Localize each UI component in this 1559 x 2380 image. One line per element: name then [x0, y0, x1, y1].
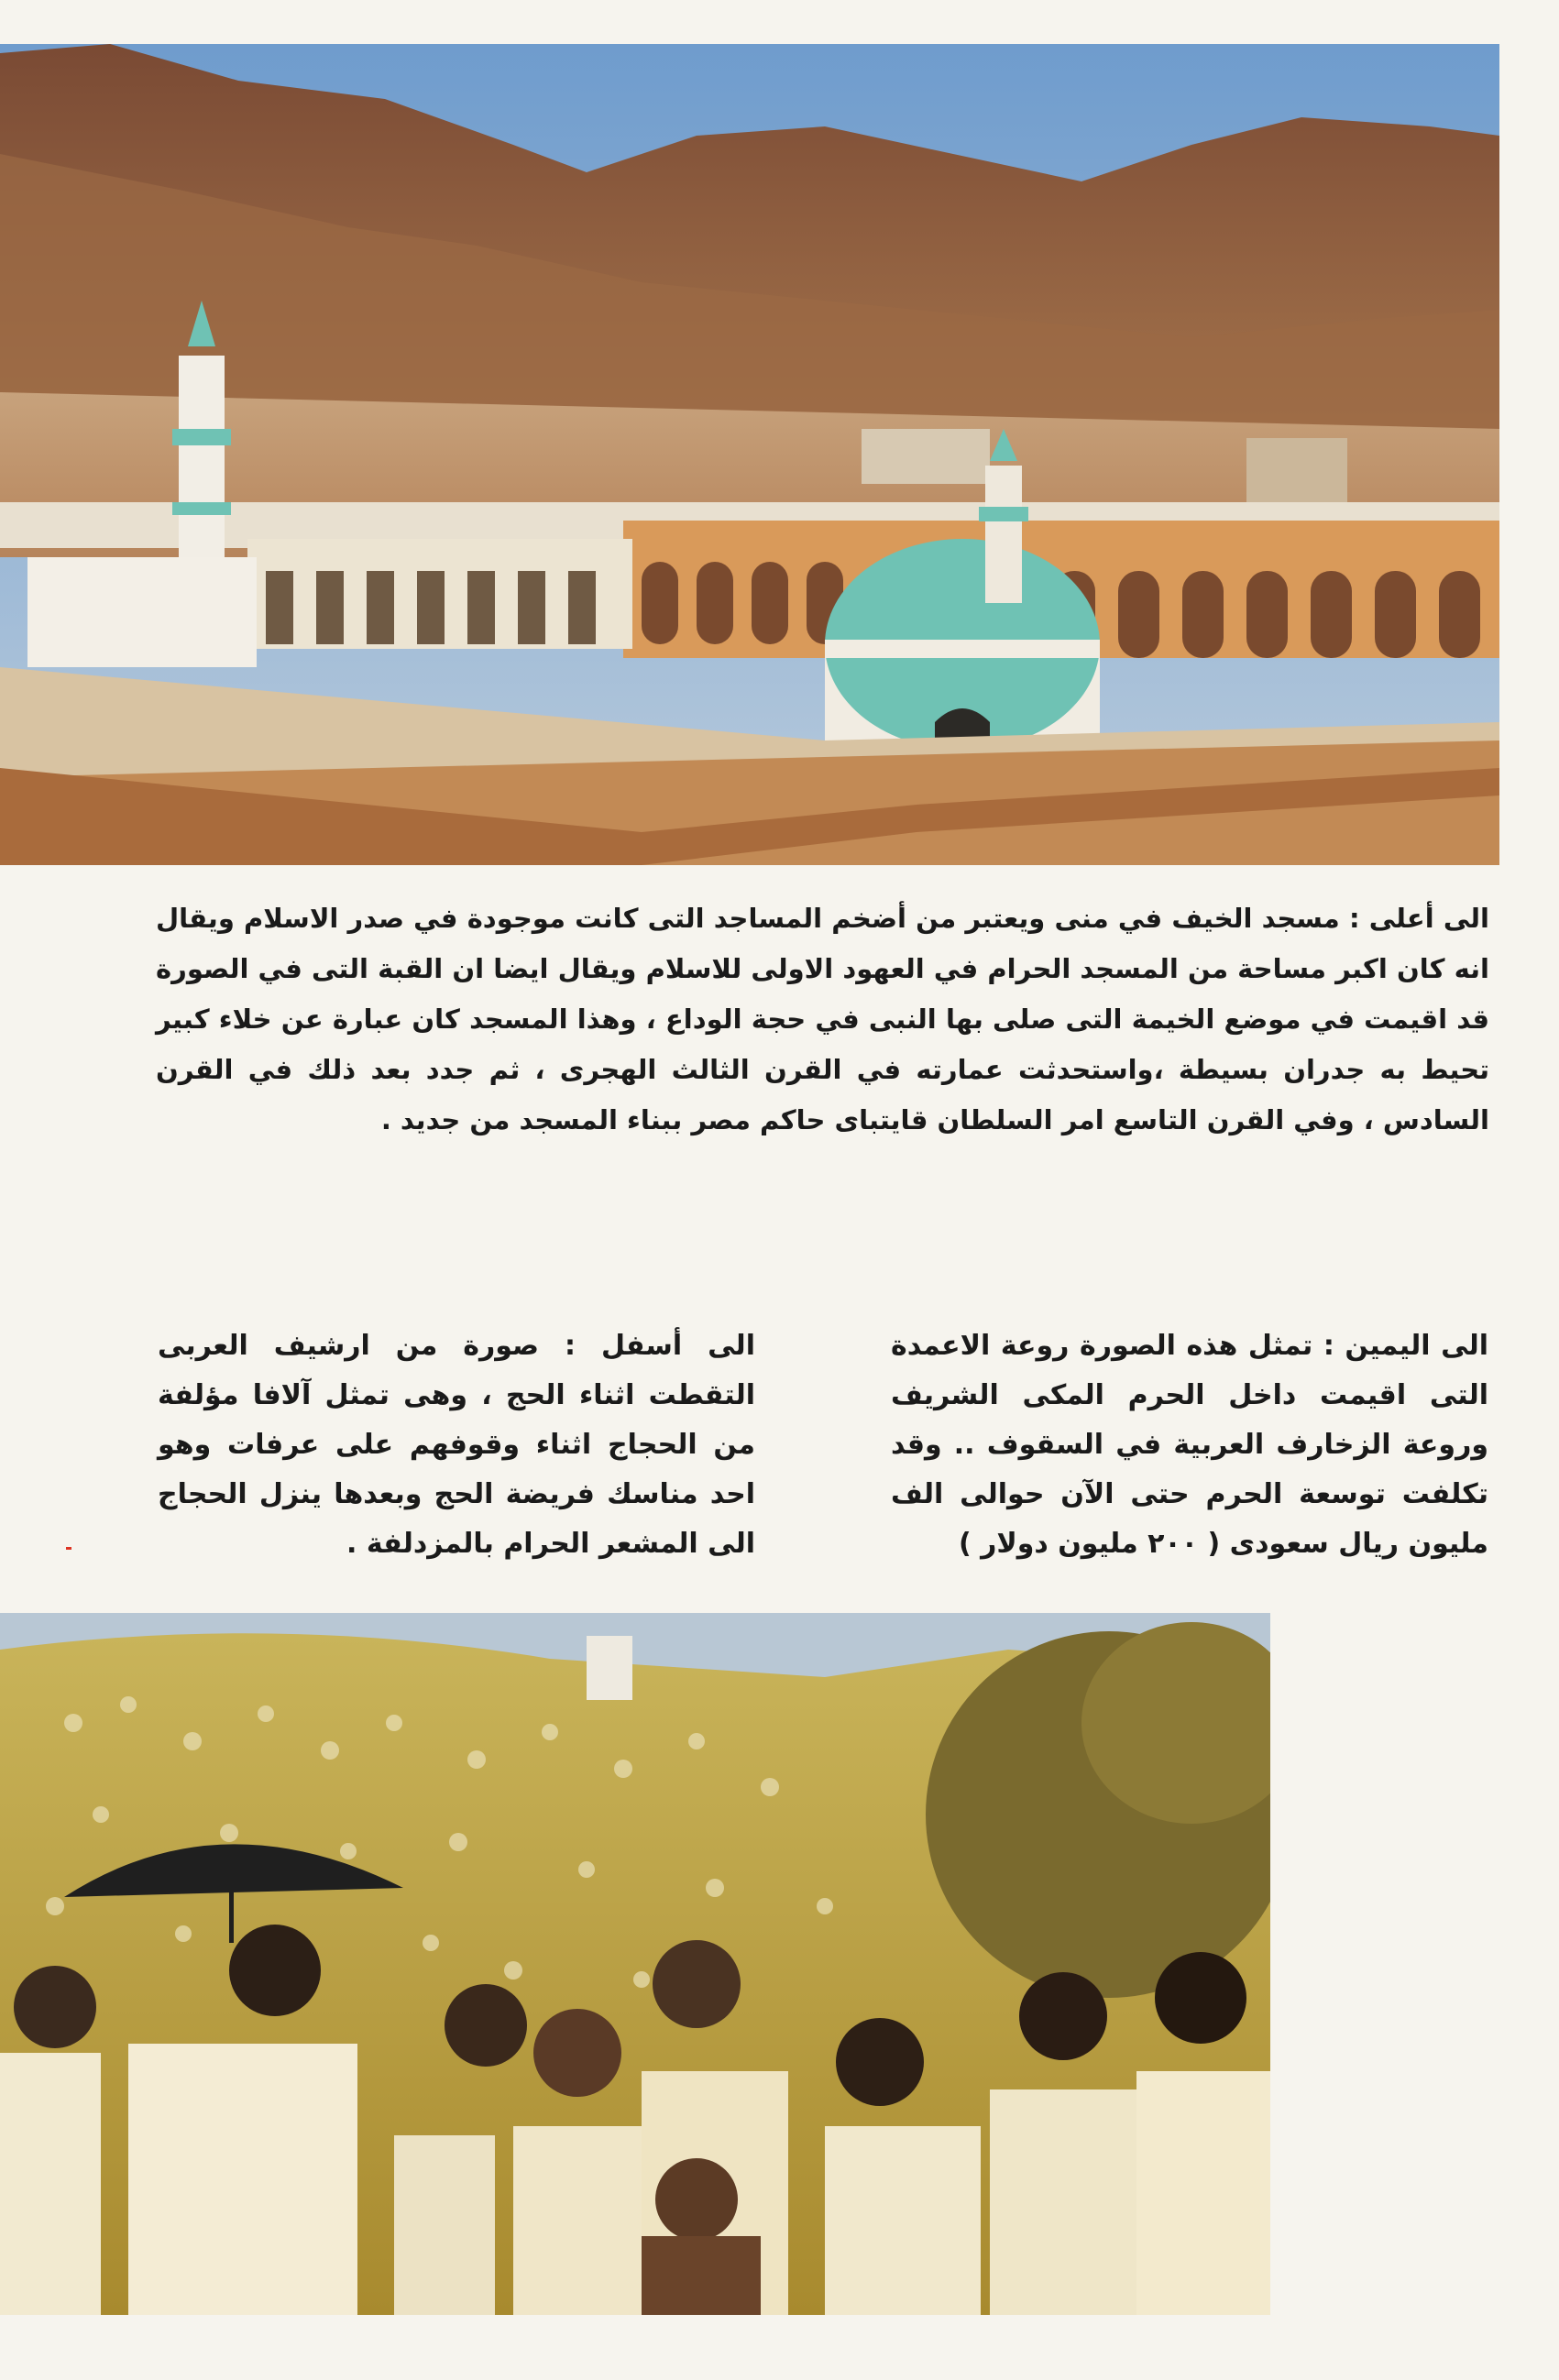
caption-top-lead: الى أعلى :	[1348, 903, 1489, 934]
photo-arafat-pilgrims	[0, 1613, 1270, 2315]
caption-left	[158, 1322, 755, 1569]
caption-left-text: صورة من ارشيف العربى التقطت اثناء الحج ، وهى تمثل آلافا مؤلفة من الحجاج اثناء وقوفهم على عرفات وهو احد مناسك فريضة الحج وبعدها ينزل الحجاج الى المشعر الحرام بالمزدلفة .	[158, 1330, 755, 1560]
caption-right-text: تمثل هذه الصورة روعة الاعمدة التى اقيمت داخل الحرم المكى الشريف وروعة الزخارف العربية في السقوف .. وقد تكلفت توسعة الحرم حتى الآن حوالى الف مليون ريال سعودى ( ٢٠٠ مليون دولار )	[891, 1330, 1488, 1560]
photo-khaif-mosque	[0, 44, 1499, 865]
arafat-pilgrims-image	[0, 1613, 1270, 2315]
print-mark	[66, 1547, 71, 1550]
caption-top	[156, 894, 1489, 1146]
caption-right	[891, 1322, 1488, 1569]
khaif-mosque-image	[0, 44, 1499, 865]
caption-top-text: مسجد الخيف في منى ويعتبر من أضخم المساجد التى كانت موجودة في صدر الاسلام ويقال انه كان اكبر مساحة من المسجد الحرام في العهود الاولى للاسلام ويقال ايضا ان القبة التى في الصورة قد اقيمت في موضع الخيمة التى صلى بها النبى في حجة الوداع ، وهذا المسجد كان عبارة عن خلاء كبير تحيط به جدران بسيطة ،واستحدثت عمارته في القرن الثالث الهجرى ، ثم جدد بعد ذلك في القرن السادس ، وفي القرن التاسع امر السلطان قايتباى حاكم مصر ببناء المسجد من جديد .	[156, 903, 1489, 1135]
caption-left-lead: الى أسفل :	[565, 1330, 755, 1362]
caption-right-lead: الى اليمين :	[1323, 1330, 1488, 1362]
